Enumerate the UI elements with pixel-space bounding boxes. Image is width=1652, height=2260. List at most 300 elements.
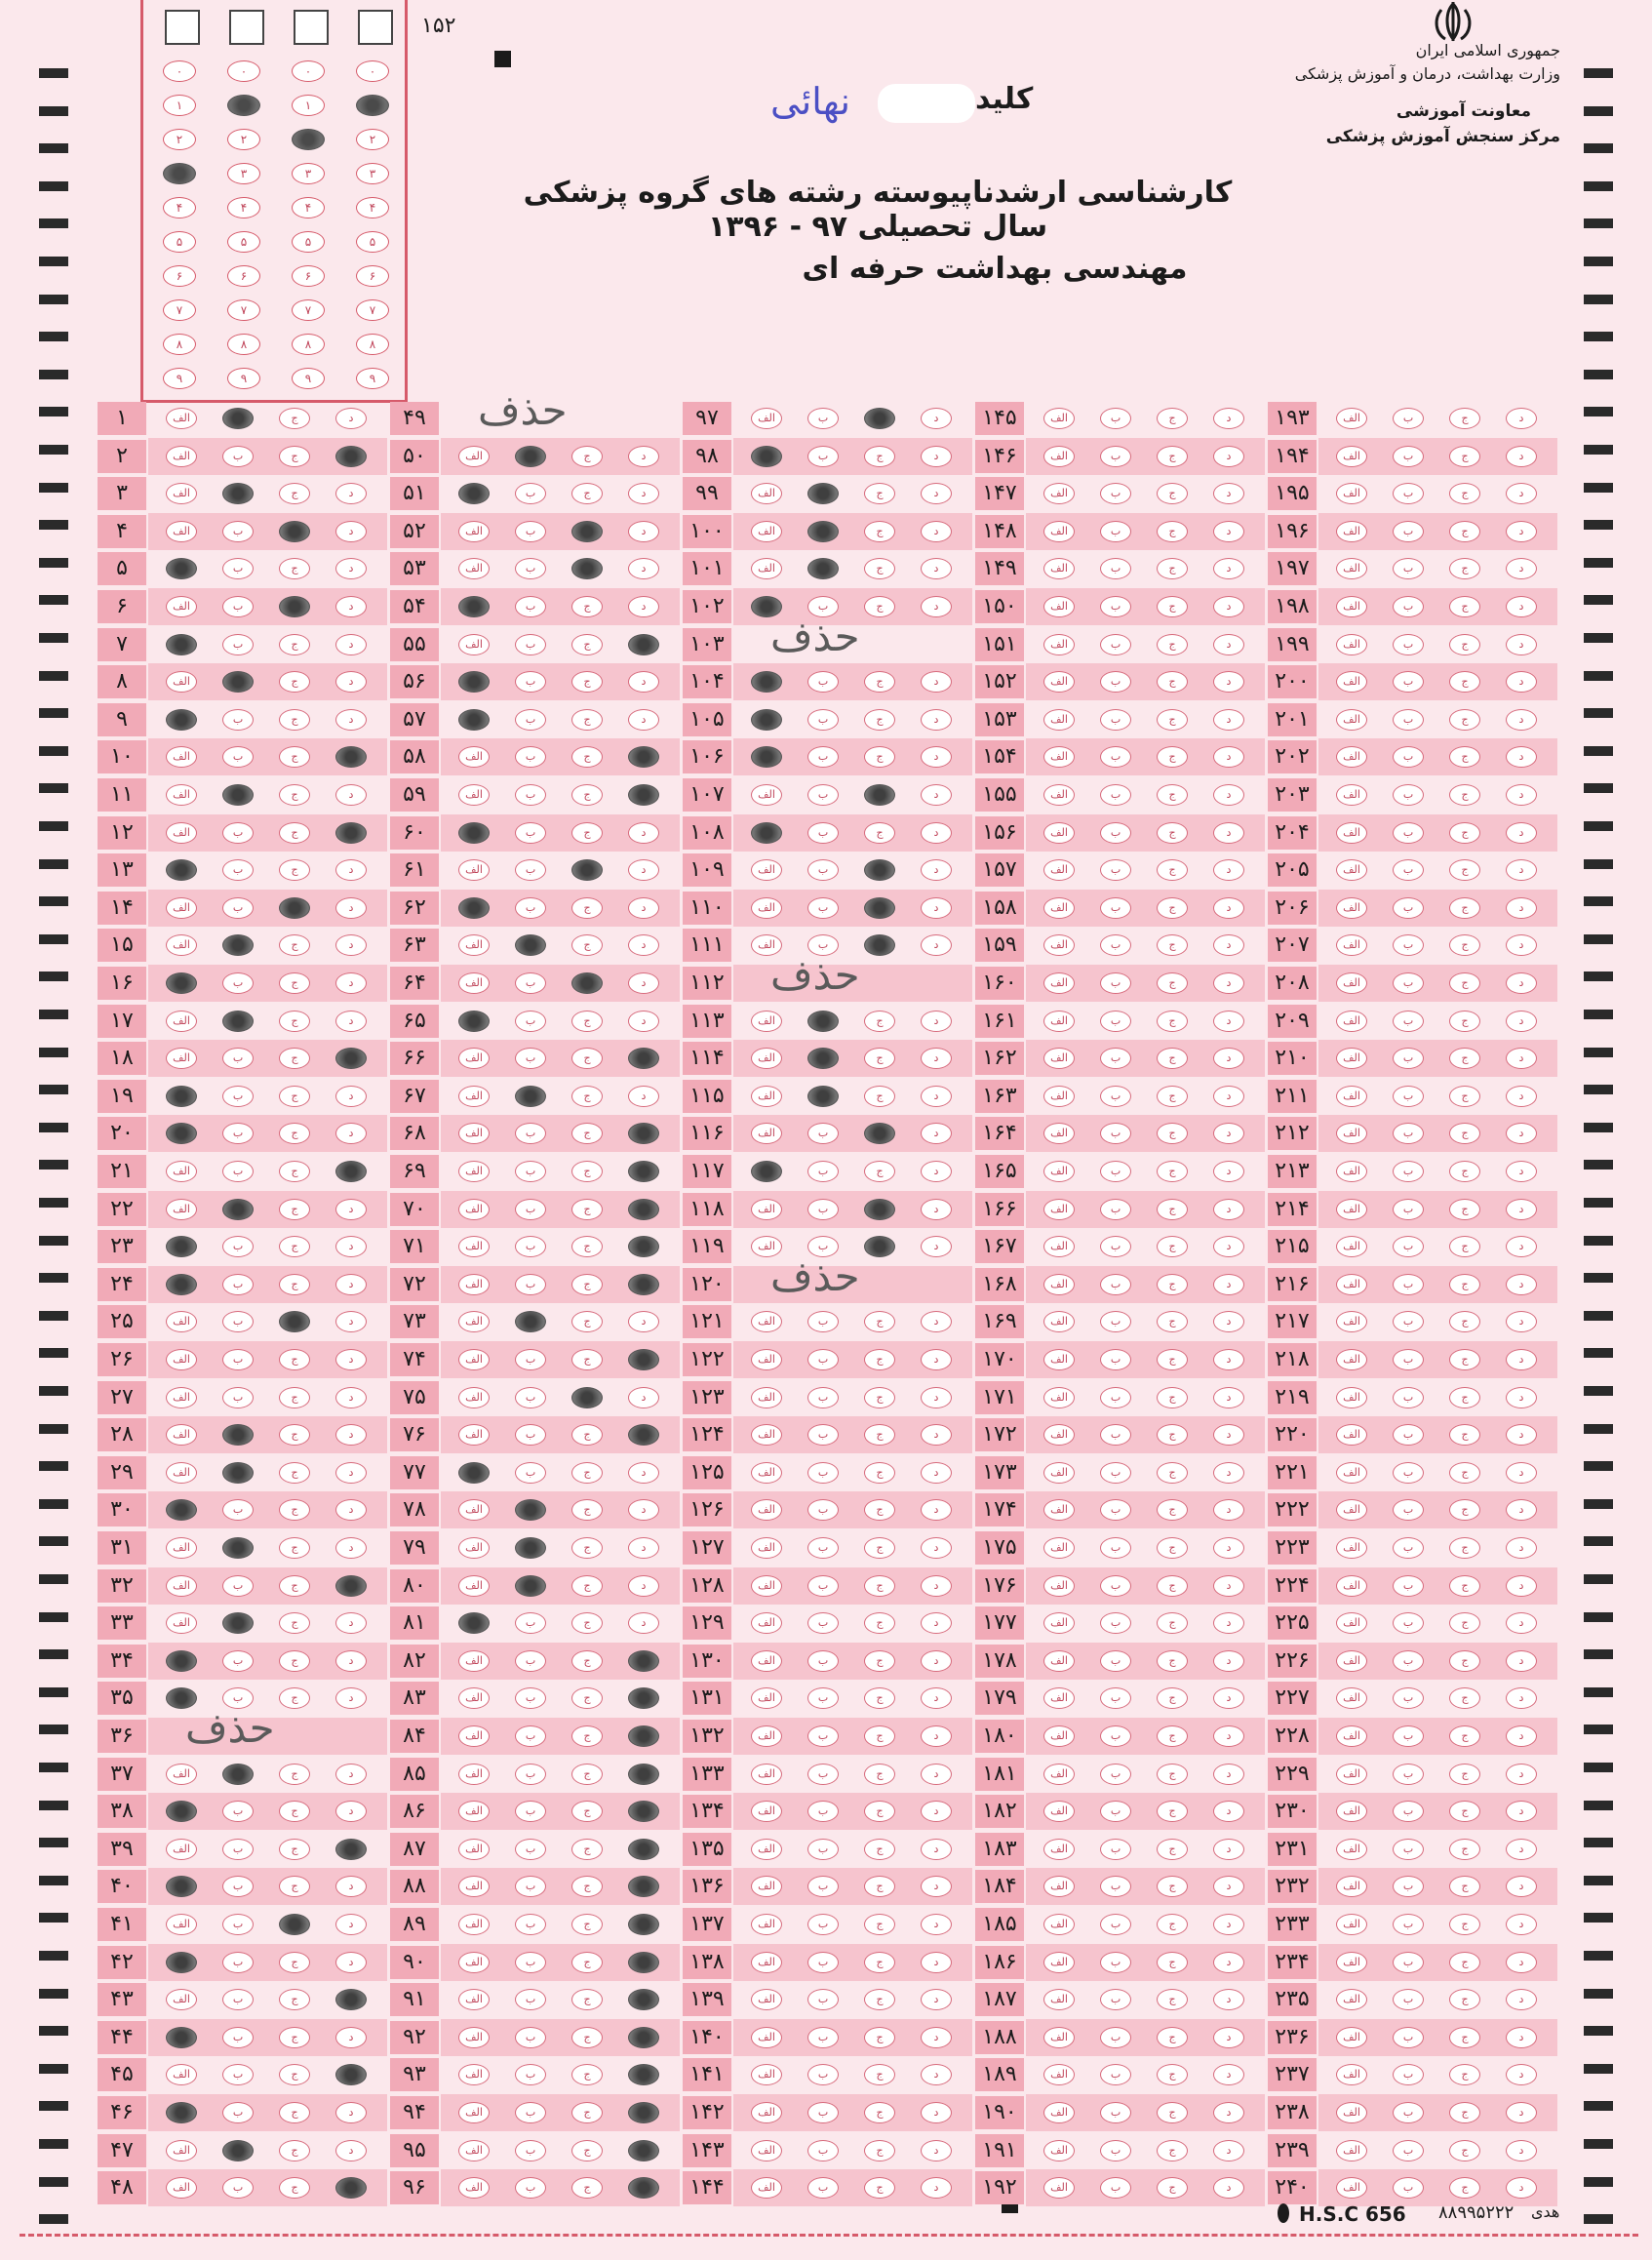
answer-bubble[interactable]: ج bbox=[279, 1499, 310, 1521]
answer-bubble[interactable]: د bbox=[1506, 483, 1537, 504]
answer-bubble[interactable]: ج bbox=[279, 1462, 310, 1484]
answer-bubble[interactable]: الف bbox=[1336, 897, 1367, 919]
code-digit-bubble[interactable] bbox=[227, 95, 260, 116]
answer-bubble[interactable]: ج bbox=[571, 1725, 603, 1747]
answer-bubble[interactable]: الف bbox=[1043, 408, 1075, 429]
answer-bubble[interactable]: ب bbox=[1393, 521, 1424, 542]
answer-bubble[interactable]: ج bbox=[571, 2102, 603, 2123]
answer-bubble[interactable] bbox=[279, 1914, 310, 1935]
answer-bubble[interactable]: د bbox=[921, 1011, 952, 1032]
answer-bubble[interactable]: ج bbox=[279, 2177, 310, 2199]
answer-bubble[interactable] bbox=[864, 859, 895, 881]
answer-bubble[interactable]: د bbox=[1506, 859, 1537, 881]
answer-bubble[interactable]: ب bbox=[1100, 1424, 1131, 1446]
answer-bubble[interactable]: الف bbox=[1043, 784, 1075, 806]
answer-bubble[interactable]: د bbox=[1213, 1199, 1244, 1220]
answer-bubble[interactable]: ب bbox=[807, 859, 839, 881]
answer-bubble[interactable]: ب bbox=[807, 671, 839, 693]
answer-bubble[interactable]: ب bbox=[807, 746, 839, 768]
answer-bubble[interactable]: الف bbox=[1336, 1161, 1367, 1182]
answer-bubble[interactable]: ب bbox=[222, 2027, 254, 2048]
answer-bubble[interactable] bbox=[628, 2177, 659, 2199]
answer-bubble[interactable]: ب bbox=[1100, 2140, 1131, 2161]
answer-bubble[interactable]: الف bbox=[1336, 746, 1367, 768]
answer-bubble[interactable]: الف bbox=[1336, 634, 1367, 655]
answer-bubble[interactable]: ب bbox=[1393, 1011, 1424, 1032]
answer-bubble[interactable]: الف bbox=[458, 2027, 490, 2048]
answer-bubble[interactable]: الف bbox=[1336, 596, 1367, 617]
answer-bubble[interactable]: د bbox=[1506, 897, 1537, 919]
answer-bubble[interactable] bbox=[628, 784, 659, 806]
answer-bubble[interactable]: ب bbox=[515, 1914, 546, 1935]
answer-bubble[interactable]: الف bbox=[1043, 2102, 1075, 2123]
answer-bubble[interactable]: ب bbox=[1393, 2140, 1424, 2161]
answer-bubble[interactable]: ب bbox=[1393, 1236, 1424, 1257]
answer-bubble[interactable]: ج bbox=[864, 1764, 895, 1785]
answer-bubble[interactable]: د bbox=[921, 2064, 952, 2085]
answer-bubble[interactable]: ب bbox=[1100, 1161, 1131, 1182]
answer-bubble[interactable]: د bbox=[1213, 1952, 1244, 1973]
code-entry-box[interactable] bbox=[358, 10, 393, 45]
answer-bubble[interactable]: ج bbox=[571, 822, 603, 844]
answer-bubble[interactable]: الف bbox=[458, 521, 490, 542]
answer-bubble[interactable]: ب bbox=[807, 934, 839, 956]
answer-bubble[interactable]: الف bbox=[1043, 1048, 1075, 1069]
answer-bubble[interactable]: الف bbox=[458, 859, 490, 881]
answer-bubble[interactable]: ج bbox=[571, 596, 603, 617]
answer-bubble[interactable]: الف bbox=[1336, 1424, 1367, 1446]
answer-bubble[interactable]: ب bbox=[1393, 1612, 1424, 1634]
answer-bubble[interactable]: ب bbox=[1100, 634, 1131, 655]
answer-bubble[interactable]: ج bbox=[1157, 1650, 1188, 1672]
answer-bubble[interactable]: د bbox=[335, 1387, 367, 1408]
answer-bubble[interactable]: د bbox=[921, 1199, 952, 1220]
answer-bubble[interactable]: ب bbox=[515, 2102, 546, 2123]
answer-bubble[interactable]: ج bbox=[1449, 1687, 1480, 1709]
answer-bubble[interactable]: الف bbox=[166, 1839, 197, 1860]
code-digit-bubble[interactable]: ۸ bbox=[227, 334, 260, 355]
answer-bubble[interactable]: ب bbox=[1100, 1236, 1131, 1257]
answer-bubble[interactable] bbox=[628, 2140, 659, 2161]
answer-bubble[interactable] bbox=[515, 1499, 546, 1521]
answer-bubble[interactable]: د bbox=[628, 483, 659, 504]
code-digit-bubble[interactable]: ۷ bbox=[163, 299, 196, 321]
answer-bubble[interactable]: ب bbox=[1393, 1311, 1424, 1332]
answer-bubble[interactable]: ب bbox=[807, 1311, 839, 1332]
answer-bubble[interactable]: د bbox=[1506, 446, 1537, 467]
answer-bubble[interactable] bbox=[864, 784, 895, 806]
answer-bubble[interactable]: الف bbox=[1043, 558, 1075, 579]
answer-bubble[interactable] bbox=[571, 972, 603, 994]
answer-bubble[interactable]: الف bbox=[751, 1199, 782, 1220]
answer-bubble[interactable]: د bbox=[921, 483, 952, 504]
answer-bubble[interactable]: ج bbox=[279, 1612, 310, 1634]
answer-bubble[interactable]: الف bbox=[1336, 1311, 1367, 1332]
code-digit-bubble[interactable]: ۵ bbox=[292, 231, 325, 253]
answer-bubble[interactable]: ب bbox=[1393, 1086, 1424, 1107]
answer-bubble[interactable]: ب bbox=[515, 746, 546, 768]
answer-bubble[interactable]: الف bbox=[458, 634, 490, 655]
answer-bubble[interactable]: ج bbox=[1449, 1876, 1480, 1897]
answer-bubble[interactable]: ج bbox=[571, 671, 603, 693]
answer-bubble[interactable]: د bbox=[1506, 521, 1537, 542]
answer-bubble[interactable]: ج bbox=[1449, 2177, 1480, 2199]
answer-bubble[interactable]: ب bbox=[515, 1123, 546, 1144]
answer-bubble[interactable] bbox=[335, 1048, 367, 1069]
answer-bubble[interactable]: ب bbox=[807, 1499, 839, 1521]
answer-bubble[interactable]: ج bbox=[1449, 1764, 1480, 1785]
answer-bubble[interactable]: د bbox=[921, 1839, 952, 1860]
answer-bubble[interactable] bbox=[751, 746, 782, 768]
code-digit-bubble[interactable]: ۶ bbox=[356, 265, 389, 287]
code-digit-bubble[interactable]: ۲ bbox=[227, 129, 260, 150]
answer-bubble[interactable]: د bbox=[1506, 1274, 1537, 1295]
answer-bubble[interactable]: الف bbox=[166, 1424, 197, 1446]
answer-bubble[interactable]: د bbox=[335, 897, 367, 919]
answer-bubble[interactable] bbox=[458, 1011, 490, 1032]
answer-bubble[interactable]: ب bbox=[1393, 596, 1424, 617]
answer-bubble[interactable] bbox=[166, 1123, 197, 1144]
answer-bubble[interactable]: الف bbox=[166, 1462, 197, 1484]
answer-bubble[interactable]: د bbox=[335, 1011, 367, 1032]
answer-bubble[interactable]: الف bbox=[166, 784, 197, 806]
answer-bubble[interactable]: الف bbox=[751, 483, 782, 504]
answer-bubble[interactable]: د bbox=[1506, 1876, 1537, 1897]
answer-bubble[interactable]: الف bbox=[1043, 1462, 1075, 1484]
answer-bubble[interactable]: ب bbox=[807, 2140, 839, 2161]
answer-bubble[interactable]: ب bbox=[515, 2177, 546, 2199]
answer-bubble[interactable]: ج bbox=[1449, 671, 1480, 693]
answer-bubble[interactable]: ب bbox=[1393, 1387, 1424, 1408]
answer-bubble[interactable]: د bbox=[628, 671, 659, 693]
answer-bubble[interactable]: ب bbox=[222, 1123, 254, 1144]
answer-bubble[interactable]: د bbox=[1506, 2027, 1537, 2048]
answer-bubble[interactable]: د bbox=[1506, 1462, 1537, 1484]
answer-bubble[interactable]: د bbox=[1506, 1612, 1537, 1634]
answer-bubble[interactable]: ج bbox=[864, 1612, 895, 1634]
answer-bubble[interactable]: ب bbox=[1100, 746, 1131, 768]
answer-bubble[interactable]: ب bbox=[1393, 1161, 1424, 1182]
answer-bubble[interactable]: د bbox=[335, 1236, 367, 1257]
answer-bubble[interactable]: الف bbox=[751, 2102, 782, 2123]
answer-bubble[interactable]: الف bbox=[458, 1650, 490, 1672]
answer-bubble[interactable]: الف bbox=[1336, 1801, 1367, 1822]
answer-bubble[interactable]: ج bbox=[1449, 1311, 1480, 1332]
answer-bubble[interactable]: ج bbox=[864, 483, 895, 504]
answer-bubble[interactable]: ب bbox=[222, 1387, 254, 1408]
answer-bubble[interactable]: د bbox=[1213, 1687, 1244, 1709]
answer-bubble[interactable]: ج bbox=[864, 1575, 895, 1597]
answer-bubble[interactable]: ب bbox=[1393, 1989, 1424, 2010]
answer-bubble[interactable]: ب bbox=[222, 558, 254, 579]
answer-bubble[interactable] bbox=[628, 1914, 659, 1935]
answer-bubble[interactable]: د bbox=[1506, 1086, 1537, 1107]
answer-bubble[interactable]: ب bbox=[1393, 1462, 1424, 1484]
code-digit-bubble[interactable]: ۲ bbox=[163, 129, 196, 150]
answer-bubble[interactable]: د bbox=[1506, 934, 1537, 956]
code-digit-bubble[interactable]: ۹ bbox=[227, 368, 260, 389]
answer-bubble[interactable]: ب bbox=[807, 1462, 839, 1484]
answer-bubble[interactable] bbox=[628, 1274, 659, 1295]
answer-bubble[interactable]: ب bbox=[807, 1914, 839, 1935]
answer-bubble[interactable]: ب bbox=[1100, 596, 1131, 617]
answer-bubble[interactable]: ج bbox=[1157, 2140, 1188, 2161]
answer-bubble[interactable]: الف bbox=[166, 1011, 197, 1032]
answer-bubble[interactable]: الف bbox=[1043, 746, 1075, 768]
answer-bubble[interactable]: ج bbox=[571, 1086, 603, 1107]
answer-bubble[interactable]: ج bbox=[864, 1499, 895, 1521]
answer-bubble[interactable] bbox=[166, 2102, 197, 2123]
answer-bubble[interactable]: د bbox=[921, 1161, 952, 1182]
answer-bubble[interactable]: د bbox=[1213, 521, 1244, 542]
answer-bubble[interactable]: ج bbox=[864, 709, 895, 731]
answer-bubble[interactable]: الف bbox=[1336, 1914, 1367, 1935]
answer-bubble[interactable]: د bbox=[1213, 634, 1244, 655]
answer-bubble[interactable]: ب bbox=[515, 822, 546, 844]
answer-bubble[interactable]: ج bbox=[571, 2140, 603, 2161]
answer-bubble[interactable]: الف bbox=[1336, 1086, 1367, 1107]
answer-bubble[interactable]: ج bbox=[571, 1612, 603, 1634]
answer-bubble[interactable]: ب bbox=[515, 1952, 546, 1973]
answer-bubble[interactable]: ج bbox=[279, 822, 310, 844]
answer-bubble[interactable]: الف bbox=[1043, 1537, 1075, 1559]
answer-bubble[interactable]: الف bbox=[1336, 1952, 1367, 1973]
answer-bubble[interactable]: ج bbox=[571, 1499, 603, 1521]
answer-bubble[interactable]: الف bbox=[1043, 709, 1075, 731]
answer-bubble[interactable]: ب bbox=[807, 897, 839, 919]
answer-bubble[interactable] bbox=[571, 558, 603, 579]
code-digit-bubble[interactable]: ۴ bbox=[292, 197, 325, 218]
answer-bubble[interactable]: ج bbox=[864, 446, 895, 467]
answer-bubble[interactable] bbox=[515, 934, 546, 956]
answer-bubble[interactable]: ج bbox=[571, 1199, 603, 1220]
answer-bubble[interactable]: د bbox=[1506, 1914, 1537, 1935]
answer-bubble[interactable]: ب bbox=[807, 822, 839, 844]
answer-bubble[interactable]: ج bbox=[279, 1575, 310, 1597]
answer-bubble[interactable]: ب bbox=[807, 1236, 839, 1257]
answer-bubble[interactable]: ب bbox=[222, 1086, 254, 1107]
answer-bubble[interactable]: ج bbox=[1449, 746, 1480, 768]
answer-bubble[interactable]: د bbox=[921, 822, 952, 844]
answer-bubble[interactable] bbox=[166, 1952, 197, 1973]
answer-bubble[interactable]: ج bbox=[1157, 446, 1188, 467]
answer-bubble[interactable]: ج bbox=[279, 1537, 310, 1559]
answer-bubble[interactable]: الف bbox=[1043, 2064, 1075, 2085]
answer-bubble[interactable]: ج bbox=[1157, 1161, 1188, 1182]
answer-bubble[interactable]: ج bbox=[864, 1462, 895, 1484]
answer-bubble[interactable]: الف bbox=[1336, 2102, 1367, 2123]
answer-bubble[interactable]: ج bbox=[1157, 1048, 1188, 1069]
answer-bubble[interactable]: ج bbox=[279, 671, 310, 693]
answer-bubble[interactable]: الف bbox=[166, 1537, 197, 1559]
answer-bubble[interactable]: الف bbox=[1043, 1914, 1075, 1935]
answer-bubble[interactable]: ب bbox=[222, 521, 254, 542]
answer-bubble[interactable]: د bbox=[1213, 1086, 1244, 1107]
answer-bubble[interactable]: ب bbox=[1393, 1801, 1424, 1822]
answer-bubble[interactable]: ج bbox=[1157, 934, 1188, 956]
answer-bubble[interactable]: ج bbox=[1449, 1989, 1480, 2010]
answer-bubble[interactable]: ب bbox=[1100, 1612, 1131, 1634]
answer-bubble[interactable] bbox=[222, 784, 254, 806]
answer-bubble[interactable]: ج bbox=[864, 521, 895, 542]
answer-bubble[interactable]: ب bbox=[1100, 1650, 1131, 1672]
answer-bubble[interactable] bbox=[222, 671, 254, 693]
answer-bubble[interactable]: الف bbox=[458, 2064, 490, 2085]
code-digit-bubble[interactable]: ۰ bbox=[292, 60, 325, 82]
answer-bubble[interactable]: الف bbox=[458, 1575, 490, 1597]
answer-bubble[interactable]: ب bbox=[515, 1236, 546, 1257]
answer-bubble[interactable]: ج bbox=[864, 1161, 895, 1182]
answer-bubble[interactable]: ب bbox=[222, 1048, 254, 1069]
answer-bubble[interactable]: ج bbox=[1449, 1048, 1480, 1069]
answer-bubble[interactable]: د bbox=[921, 1349, 952, 1370]
answer-bubble[interactable]: ج bbox=[279, 1161, 310, 1182]
answer-bubble[interactable]: ب bbox=[1393, 1048, 1424, 1069]
answer-bubble[interactable]: ب bbox=[807, 1876, 839, 1897]
answer-bubble[interactable]: ب bbox=[1393, 1575, 1424, 1597]
answer-bubble[interactable]: الف bbox=[1336, 784, 1367, 806]
answer-bubble[interactable]: ب bbox=[515, 1801, 546, 1822]
answer-bubble[interactable]: ب bbox=[1393, 2064, 1424, 2085]
answer-bubble[interactable]: ب bbox=[1100, 558, 1131, 579]
answer-bubble[interactable]: ج bbox=[1157, 408, 1188, 429]
answer-bubble[interactable]: الف bbox=[751, 1839, 782, 1860]
answer-bubble[interactable]: الف bbox=[1043, 2027, 1075, 2048]
answer-bubble[interactable]: ج bbox=[279, 483, 310, 504]
answer-bubble[interactable]: ب bbox=[807, 784, 839, 806]
answer-bubble[interactable]: د bbox=[1506, 1048, 1537, 1069]
answer-bubble[interactable]: ب bbox=[807, 1801, 839, 1822]
answer-bubble[interactable]: الف bbox=[751, 1687, 782, 1709]
answer-bubble[interactable]: د bbox=[335, 1764, 367, 1785]
answer-bubble[interactable]: الف bbox=[1043, 1725, 1075, 1747]
answer-bubble[interactable]: ج bbox=[279, 784, 310, 806]
answer-bubble[interactable]: د bbox=[335, 1537, 367, 1559]
answer-bubble[interactable]: ب bbox=[807, 1161, 839, 1182]
answer-bubble[interactable]: د bbox=[921, 1123, 952, 1144]
answer-bubble[interactable]: ب bbox=[807, 1123, 839, 1144]
answer-bubble[interactable] bbox=[458, 897, 490, 919]
answer-bubble[interactable]: ب bbox=[515, 1349, 546, 1370]
answer-bubble[interactable]: ب bbox=[1393, 746, 1424, 768]
answer-bubble[interactable] bbox=[335, 2177, 367, 2199]
answer-bubble[interactable]: الف bbox=[458, 1349, 490, 1370]
answer-bubble[interactable]: د bbox=[628, 822, 659, 844]
answer-bubble[interactable]: ج bbox=[571, 1424, 603, 1446]
answer-bubble[interactable]: د bbox=[335, 408, 367, 429]
answer-bubble[interactable]: ب bbox=[1100, 822, 1131, 844]
answer-bubble[interactable]: د bbox=[921, 2177, 952, 2199]
answer-bubble[interactable]: ج bbox=[279, 634, 310, 655]
answer-bubble[interactable]: ب bbox=[222, 972, 254, 994]
answer-bubble[interactable]: ب bbox=[807, 1612, 839, 1634]
answer-bubble[interactable]: ب bbox=[515, 2064, 546, 2085]
answer-bubble[interactable]: الف bbox=[166, 1575, 197, 1597]
answer-bubble[interactable]: ب bbox=[515, 1424, 546, 1446]
answer-bubble[interactable]: ج bbox=[1157, 1311, 1188, 1332]
answer-bubble[interactable]: ب bbox=[515, 709, 546, 731]
answer-bubble[interactable]: الف bbox=[751, 558, 782, 579]
answer-bubble[interactable]: الف bbox=[1043, 897, 1075, 919]
answer-bubble[interactable]: د bbox=[628, 972, 659, 994]
answer-bubble[interactable]: الف bbox=[458, 1989, 490, 2010]
answer-bubble[interactable]: الف bbox=[458, 1952, 490, 1973]
answer-bubble[interactable]: د bbox=[1506, 1123, 1537, 1144]
answer-bubble[interactable]: د bbox=[1506, 1499, 1537, 1521]
answer-bubble[interactable] bbox=[628, 1989, 659, 2010]
answer-bubble[interactable]: ج bbox=[279, 408, 310, 429]
answer-bubble[interactable]: الف bbox=[166, 2140, 197, 2161]
answer-bubble[interactable]: ب bbox=[1100, 709, 1131, 731]
answer-bubble[interactable]: الف bbox=[751, 2177, 782, 2199]
answer-bubble[interactable]: الف bbox=[458, 1687, 490, 1709]
answer-bubble[interactable]: ب bbox=[1393, 1424, 1424, 1446]
answer-bubble[interactable]: ج bbox=[279, 1876, 310, 1897]
answer-bubble[interactable]: ب bbox=[222, 1989, 254, 2010]
answer-bubble[interactable] bbox=[335, 1575, 367, 1597]
answer-bubble[interactable]: ب bbox=[1393, 934, 1424, 956]
answer-bubble[interactable]: الف bbox=[458, 1839, 490, 1860]
answer-bubble[interactable] bbox=[458, 596, 490, 617]
answer-bubble[interactable]: الف bbox=[1336, 1011, 1367, 1032]
answer-bubble[interactable]: ج bbox=[1449, 634, 1480, 655]
answer-bubble[interactable] bbox=[166, 1499, 197, 1521]
answer-bubble[interactable]: ج bbox=[864, 2140, 895, 2161]
answer-bubble[interactable] bbox=[628, 1801, 659, 1822]
answer-bubble[interactable]: ب bbox=[1393, 671, 1424, 693]
answer-bubble[interactable]: ج bbox=[279, 1764, 310, 1785]
answer-bubble[interactable]: د bbox=[921, 446, 952, 467]
answer-bubble[interactable]: ج bbox=[1157, 558, 1188, 579]
answer-bubble[interactable]: الف bbox=[458, 1123, 490, 1144]
answer-bubble[interactable] bbox=[751, 671, 782, 693]
answer-bubble[interactable]: د bbox=[1213, 1499, 1244, 1521]
answer-bubble[interactable]: د bbox=[921, 2140, 952, 2161]
answer-bubble[interactable]: ج bbox=[864, 1048, 895, 1069]
answer-bubble[interactable]: الف bbox=[751, 1650, 782, 1672]
answer-bubble[interactable]: ج bbox=[571, 2064, 603, 2085]
answer-bubble[interactable]: د bbox=[1213, 558, 1244, 579]
answer-bubble[interactable]: د bbox=[628, 558, 659, 579]
answer-bubble[interactable]: د bbox=[1506, 1764, 1537, 1785]
answer-bubble[interactable]: ب bbox=[515, 1011, 546, 1032]
code-digit-bubble[interactable]: ۹ bbox=[292, 368, 325, 389]
answer-bubble[interactable]: ج bbox=[1449, 2140, 1480, 2161]
answer-bubble[interactable]: ج bbox=[864, 1349, 895, 1370]
answer-bubble[interactable]: ج bbox=[1157, 1839, 1188, 1860]
answer-bubble[interactable]: د bbox=[921, 1236, 952, 1257]
answer-bubble[interactable]: ب bbox=[1100, 1499, 1131, 1521]
answer-bubble[interactable]: ج bbox=[864, 1687, 895, 1709]
answer-bubble[interactable] bbox=[222, 1199, 254, 1220]
answer-bubble[interactable]: د bbox=[1506, 1687, 1537, 1709]
answer-bubble[interactable] bbox=[335, 446, 367, 467]
answer-bubble[interactable]: الف bbox=[1336, 2064, 1367, 2085]
answer-bubble[interactable]: ب bbox=[1393, 897, 1424, 919]
answer-bubble[interactable]: الف bbox=[1336, 1575, 1367, 1597]
answer-bubble[interactable]: الف bbox=[751, 2027, 782, 2048]
answer-bubble[interactable] bbox=[628, 1839, 659, 1860]
answer-bubble[interactable]: د bbox=[921, 1387, 952, 1408]
answer-bubble[interactable]: الف bbox=[1336, 1687, 1367, 1709]
answer-bubble[interactable]: ج bbox=[571, 1839, 603, 1860]
answer-bubble[interactable]: ج bbox=[571, 1687, 603, 1709]
answer-bubble[interactable]: الف bbox=[1043, 1086, 1075, 1107]
answer-bubble[interactable]: الف bbox=[1043, 859, 1075, 881]
answer-bubble[interactable]: ج bbox=[1449, 596, 1480, 617]
answer-bubble[interactable]: ج bbox=[279, 746, 310, 768]
answer-bubble[interactable]: ب bbox=[1100, 784, 1131, 806]
